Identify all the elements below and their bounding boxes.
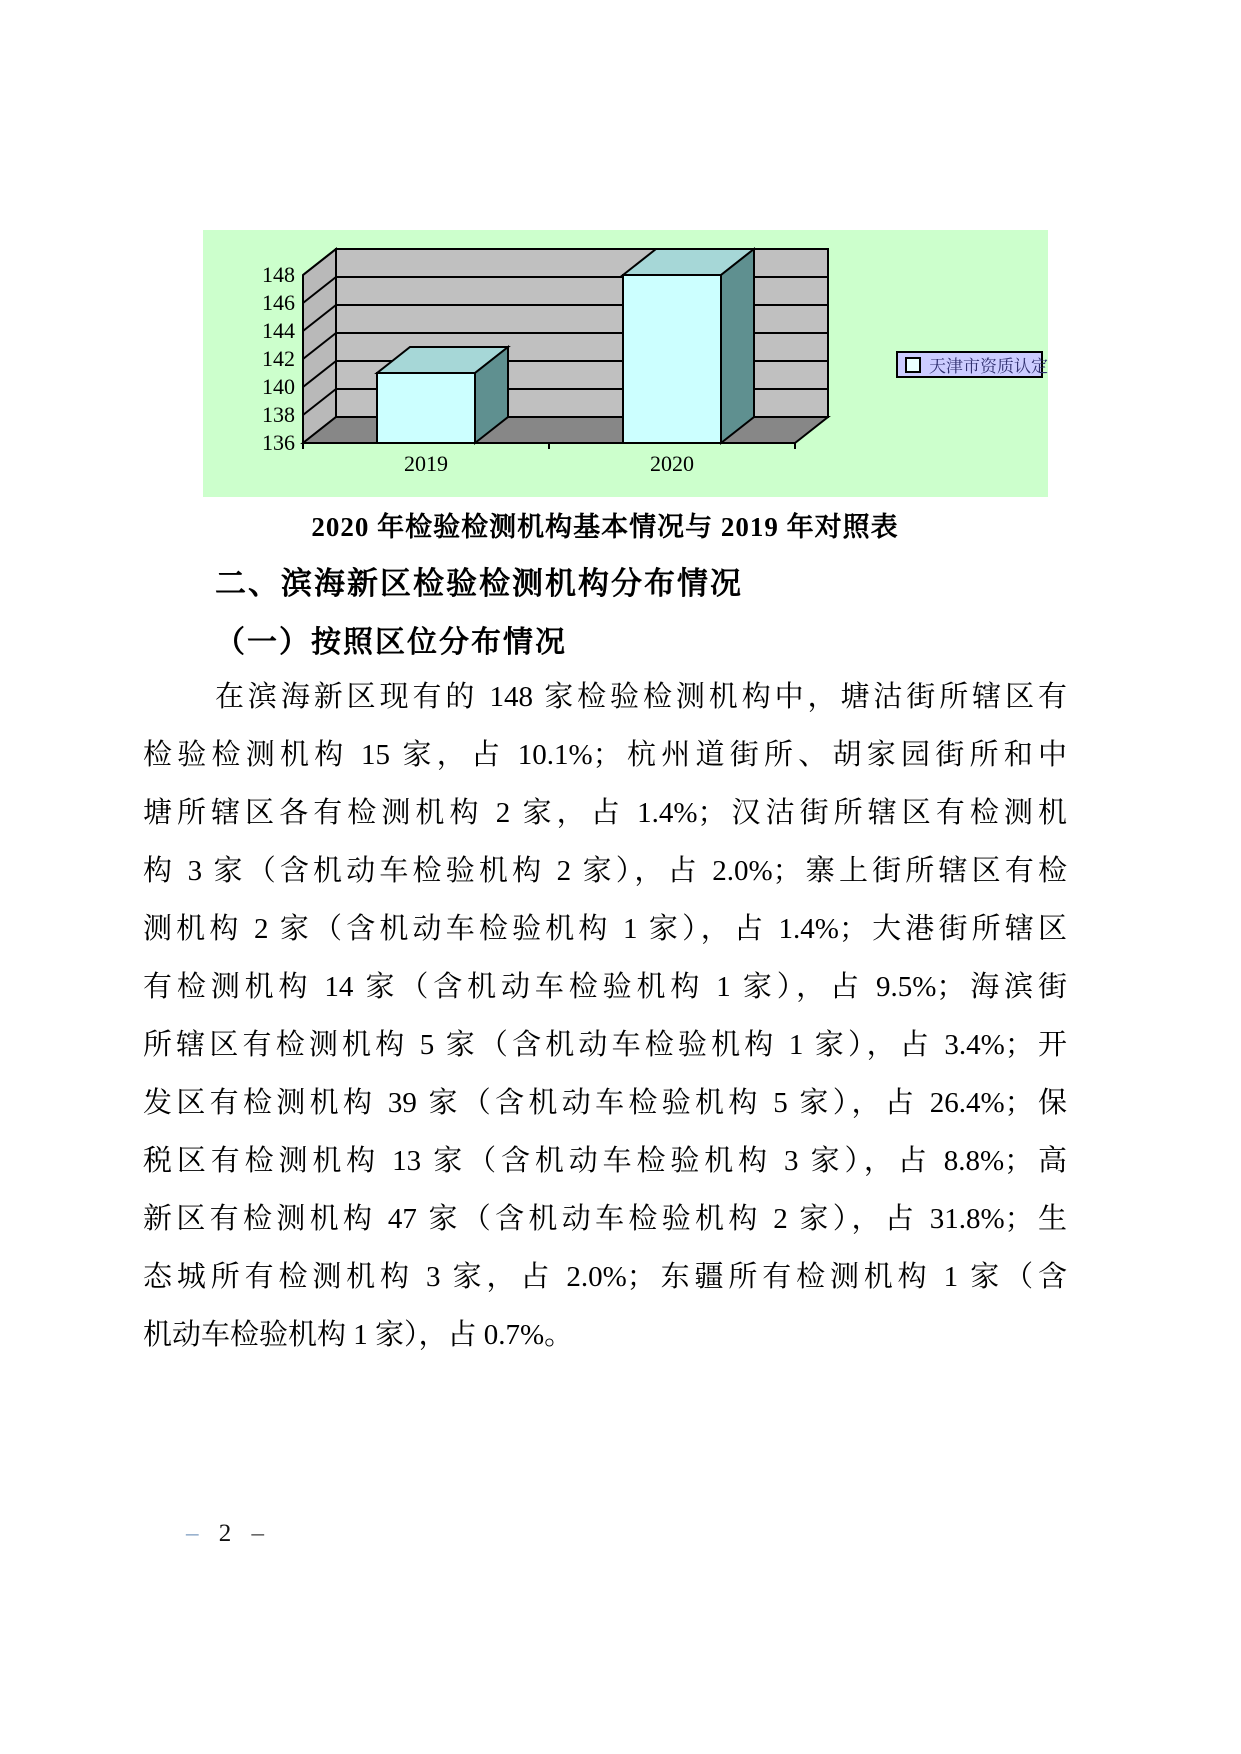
body-line: 塘所辖区各有检测机构 2 家，占 1.4%；汉沽街所辖区有检测机 <box>143 797 1067 829</box>
legend-marker-icon <box>905 357 921 373</box>
body-line: 态城所有检测机构 3 家，占 2.0%；东疆所有检测机构 1 家（含 <box>143 1261 1067 1293</box>
svg-text:144: 144 <box>262 318 295 343</box>
svg-text:148: 148 <box>262 262 295 287</box>
section-heading: 二、滨海新区检验检测机构分布情况 <box>215 566 743 601</box>
body-line: 测机构 2 家（含机动车检验机构 1 家），占 1.4%；大港街所辖区 <box>143 913 1067 945</box>
svg-text:146: 146 <box>262 290 295 315</box>
subsection-heading: （一）按照区位分布情况 <box>215 626 567 659</box>
svg-text:142: 142 <box>262 346 295 371</box>
body-line: 构 3 家（含机动车检验机构 2 家），占 2.0%；寨上街所辖区有检 <box>143 855 1067 887</box>
page-number <box>186 1520 266 1548</box>
body-line: 机动车检验机构 1 家），占 0.7%。 <box>143 1319 574 1351</box>
svg-text:140: 140 <box>262 374 295 399</box>
svg-text:138: 138 <box>262 402 295 427</box>
chart-area <box>203 230 1048 497</box>
chart-caption: 2020 年检验检测机构基本情况与 2019 年对照表 <box>311 512 899 542</box>
svg-text:136: 136 <box>262 430 295 455</box>
body-line: 发区有检测机构 39 家（含机动车检验机构 5 家），占 26.4%；保 <box>143 1087 1067 1119</box>
body-line: 检验检测机构 15 家，占 10.1%；杭州道街所、胡家园街所和中 <box>143 739 1067 771</box>
body-line: 新区有检测机构 47 家（含机动车检验机构 2 家），占 31.8%；生 <box>143 1203 1067 1235</box>
body-line: 税区有检测机构 13 家（含机动车检验机构 3 家），占 8.8%；高 <box>143 1145 1067 1177</box>
body-paragraph <box>143 668 1067 1364</box>
svg-text:2019: 2019 <box>404 451 448 476</box>
chart-legend <box>896 351 1048 378</box>
body-line: 所辖区有检测机构 5 家（含机动车检验机构 1 家），占 3.4%；开 <box>143 1029 1067 1061</box>
svg-text:2020: 2020 <box>650 451 694 476</box>
body-line: 在滨海新区现有的 148 家检验检测机构中，塘沽街所辖区有 <box>215 681 1067 713</box>
page-number-dash-left: – <box>186 1520 201 1547</box>
page-number-dash-right: – <box>251 1520 266 1547</box>
page-number-value: 2 <box>218 1520 234 1547</box>
body-line: 有检测机构 14 家（含机动车检验机构 1 家），占 9.5%；海滨街 <box>143 971 1067 1003</box>
legend-label: 天津市资质认定 <box>929 357 1048 376</box>
